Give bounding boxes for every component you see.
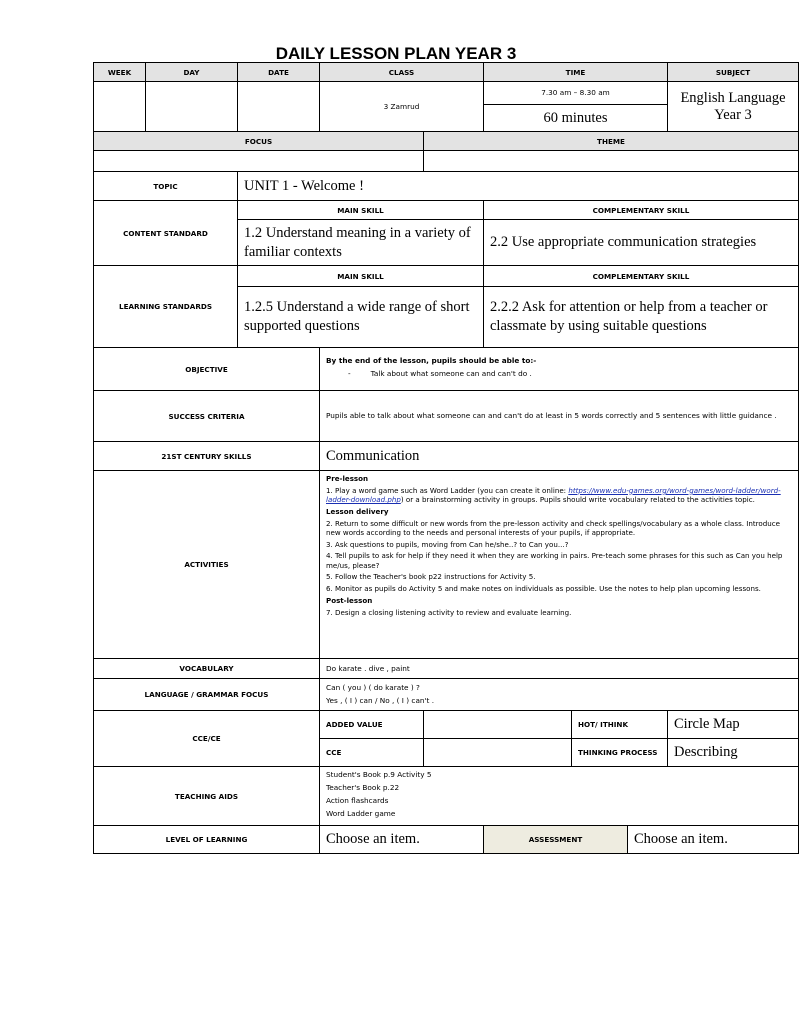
teaching-aids-label: TEACHING AIDS bbox=[94, 767, 320, 826]
grammar-label: LANGUAGE / GRAMMAR FOCUS bbox=[94, 679, 320, 711]
vocabulary-value[interactable]: Do karate . dive , paint bbox=[320, 659, 799, 679]
teaching-aid-item: Word Ladder game bbox=[326, 809, 396, 818]
pre-lesson-heading: Pre-lesson bbox=[326, 474, 369, 483]
thinking-process-label: THINKING PROCESS bbox=[572, 739, 668, 767]
subject-header: SUBJECT bbox=[668, 63, 799, 82]
word-ladder-link[interactable]: https://www.edu-games.org/word-games/word-ladder/word-ladder-download.php bbox=[326, 485, 781, 504]
content-main-skill-header: MAIN SKILL bbox=[238, 201, 484, 220]
skills21-label: 21ST CENTURY SKILLS bbox=[94, 442, 320, 471]
grammar-line-1: Can ( you ) ( do karate ) ? bbox=[326, 683, 420, 693]
teaching-aid-item: Student's Book p.9 Activity 5 bbox=[326, 770, 432, 779]
content-comp-skill[interactable]: 2.2 Use appropriate communication strategies bbox=[484, 220, 799, 266]
cce-label: CCE/CE bbox=[94, 711, 320, 767]
focus-cell[interactable] bbox=[94, 151, 424, 172]
activity-5: 5. Follow the Teacher's book p22 instructions for Activity 5. bbox=[326, 572, 536, 582]
hot-value[interactable]: Circle Map bbox=[668, 711, 799, 739]
activities-label: ACTIVITIES bbox=[94, 471, 320, 659]
teaching-aid-item: Teacher's Book p.22 bbox=[326, 783, 400, 792]
teaching-aids-cell[interactable] bbox=[320, 767, 799, 826]
subject-cell[interactable]: English Language Year 3 bbox=[668, 82, 799, 132]
activity-6: 6. Monitor as pupils do Activity 5 and make notes on individuals as possible. Use the notes to help plan upcoming lessons. bbox=[326, 584, 761, 594]
success-criteria-label: SUCCESS CRITERIA bbox=[94, 391, 320, 442]
objective-cell[interactable] bbox=[320, 348, 799, 391]
grammar-line-2: Yes , ( I ) can / No , ( I ) can't . bbox=[326, 696, 435, 705]
activity-2: 2. Return to some difficult or new words from the pre-lesson activity and check spellings/vocabulary as a whole class. Introduce new words according to the needs and personal interests of your pupils, if appropriate. bbox=[326, 518, 781, 537]
week-header: WEEK bbox=[94, 63, 146, 82]
activity-1: 1. Play a word game such as Word Ladder (you can create it online: https://www.edu-games.org/word-games/word-ladder/word-ladder-download.php) or a brainstorming activity in groups. Pupils should write vocabulary related to the activities topic. bbox=[326, 485, 781, 504]
content-comp-skill-header: COMPLEMENTARY SKILL bbox=[484, 201, 799, 220]
learning-comp-skill[interactable]: 2.2.2 Ask for attention or help from a teacher or classmate by using suitable questions bbox=[484, 287, 799, 348]
objective-item-text: Talk about what someone can and can't do . bbox=[370, 368, 532, 378]
class-cell[interactable]: 3 Zamrud bbox=[320, 82, 484, 132]
date-header: DATE bbox=[238, 63, 320, 82]
theme-cell[interactable] bbox=[424, 151, 799, 172]
page-title: DAILY LESSON PLAN YEAR 3 bbox=[275, 44, 517, 63]
activities-cell[interactable] bbox=[320, 471, 799, 659]
cce-field-cell[interactable] bbox=[424, 739, 572, 767]
content-standard-label: CONTENT STANDARD bbox=[94, 201, 238, 266]
day-header: DAY bbox=[146, 63, 238, 82]
objective-bullet: - bbox=[348, 368, 351, 378]
content-main-skill[interactable]: 1.2 Understand meaning in a variety of familiar contexts bbox=[238, 220, 484, 266]
assessment-label: ASSESSMENT bbox=[484, 826, 628, 854]
teaching-aid-item: Action flashcards bbox=[326, 796, 389, 805]
lesson-delivery-heading: Lesson delivery bbox=[326, 506, 389, 516]
date-cell[interactable] bbox=[238, 82, 320, 132]
grammar-cell[interactable] bbox=[320, 679, 799, 711]
theme-header: THEME bbox=[424, 132, 799, 151]
learning-comp-skill-header: COMPLEMENTARY SKILL bbox=[484, 266, 799, 287]
lesson-plan-form bbox=[93, 62, 786, 854]
thinking-process-value[interactable]: Describing bbox=[668, 739, 799, 767]
time-header: TIME bbox=[484, 63, 668, 82]
cce-field-label: CCE bbox=[320, 739, 424, 767]
week-cell[interactable] bbox=[94, 82, 146, 132]
added-value-label: ADDED VALUE bbox=[320, 711, 424, 739]
objective-label: OBJECTIVE bbox=[94, 348, 320, 391]
activity-3: 3. Ask questions to pupils, moving from Can he/she..? to Can you...? bbox=[326, 539, 569, 549]
topic-value[interactable]: UNIT 1 - Welcome ! bbox=[238, 172, 799, 201]
assessment-select[interactable]: Choose an item. bbox=[628, 826, 799, 854]
level-of-learning-label: LEVEL OF LEARNING bbox=[94, 826, 320, 854]
learning-main-skill-header: MAIN SKILL bbox=[238, 266, 484, 287]
topic-label: TOPIC bbox=[94, 172, 238, 201]
day-cell[interactable] bbox=[146, 82, 238, 132]
success-criteria-text[interactable]: Pupils able to talk about what someone can and can't do at least in 5 words correctly and 5 sentences with little guidance . bbox=[320, 391, 799, 442]
time-cell[interactable]: 7.30 am – 8.30 am bbox=[484, 82, 668, 105]
objective-intro: By the end of the lesson, pupils should be able to:- bbox=[326, 356, 537, 365]
level-of-learning-select[interactable]: Choose an item. bbox=[320, 826, 484, 854]
vocabulary-label: VOCABULARY bbox=[94, 659, 320, 679]
lesson-plan-table bbox=[93, 62, 799, 854]
added-value-cell[interactable] bbox=[424, 711, 572, 739]
activity-7: 7. Design a closing listening activity to review and evaluate learning. bbox=[326, 607, 572, 617]
skills21-value[interactable]: Communication bbox=[320, 442, 799, 471]
activity-4: 4. Tell pupils to ask for help if they need it when they are working in pairs. Pre-teach some phrases for this such as Can you help me/us, please? bbox=[326, 551, 783, 570]
focus-header: FOCUS bbox=[94, 132, 424, 151]
class-header: CLASS bbox=[320, 63, 484, 82]
duration-cell[interactable]: 60 minutes bbox=[484, 105, 668, 132]
learning-main-skill[interactable]: 1.2.5 Understand a wide range of short supported questions bbox=[238, 287, 484, 348]
post-lesson-heading: Post-lesson bbox=[326, 595, 373, 605]
learning-standards-label: LEARNING STANDARDS bbox=[94, 266, 238, 348]
hot-label: HOT/ ITHINK bbox=[572, 711, 668, 739]
objective-item bbox=[326, 369, 792, 379]
